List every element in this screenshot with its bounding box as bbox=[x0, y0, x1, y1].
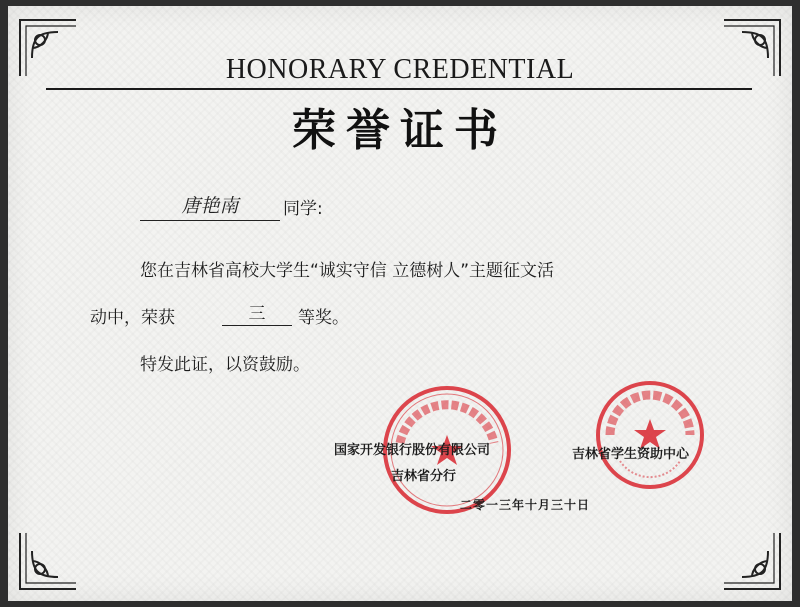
recipient-name: 唐艳南 bbox=[140, 191, 280, 221]
title-english: HONORARY CREDENTIAL bbox=[225, 54, 575, 85]
body-line-1: 您在吉林省高校大学生“诚实守信 立德树人”主题征文活 bbox=[140, 261, 555, 281]
body-line-3: 特发此证，以资鼓励。 bbox=[140, 355, 310, 375]
issuer-bank-branch: 吉林省分行 bbox=[391, 469, 457, 484]
title-divider bbox=[46, 88, 752, 90]
corner-ornament-icon bbox=[722, 531, 782, 591]
recipient-suffix: 同学: bbox=[283, 199, 323, 219]
prize-level: 三 bbox=[222, 299, 292, 326]
issuer-bank-name: 国家开发银行股份有限公司 bbox=[334, 443, 491, 458]
issuer-aid-center: 吉林省学生资助中心 bbox=[572, 447, 690, 462]
issue-date: 二零一三年十月三十日 bbox=[460, 498, 591, 512]
certificate-paper bbox=[8, 6, 792, 601]
aid-center-seal-stamp bbox=[594, 379, 706, 491]
body-line-2-suffix: 等奖。 bbox=[298, 308, 349, 328]
body-line-2-prefix: 动中，荣获 bbox=[90, 308, 175, 328]
title-chinese: 荣誉证书 bbox=[292, 105, 508, 156]
corner-ornament-icon bbox=[18, 531, 78, 591]
